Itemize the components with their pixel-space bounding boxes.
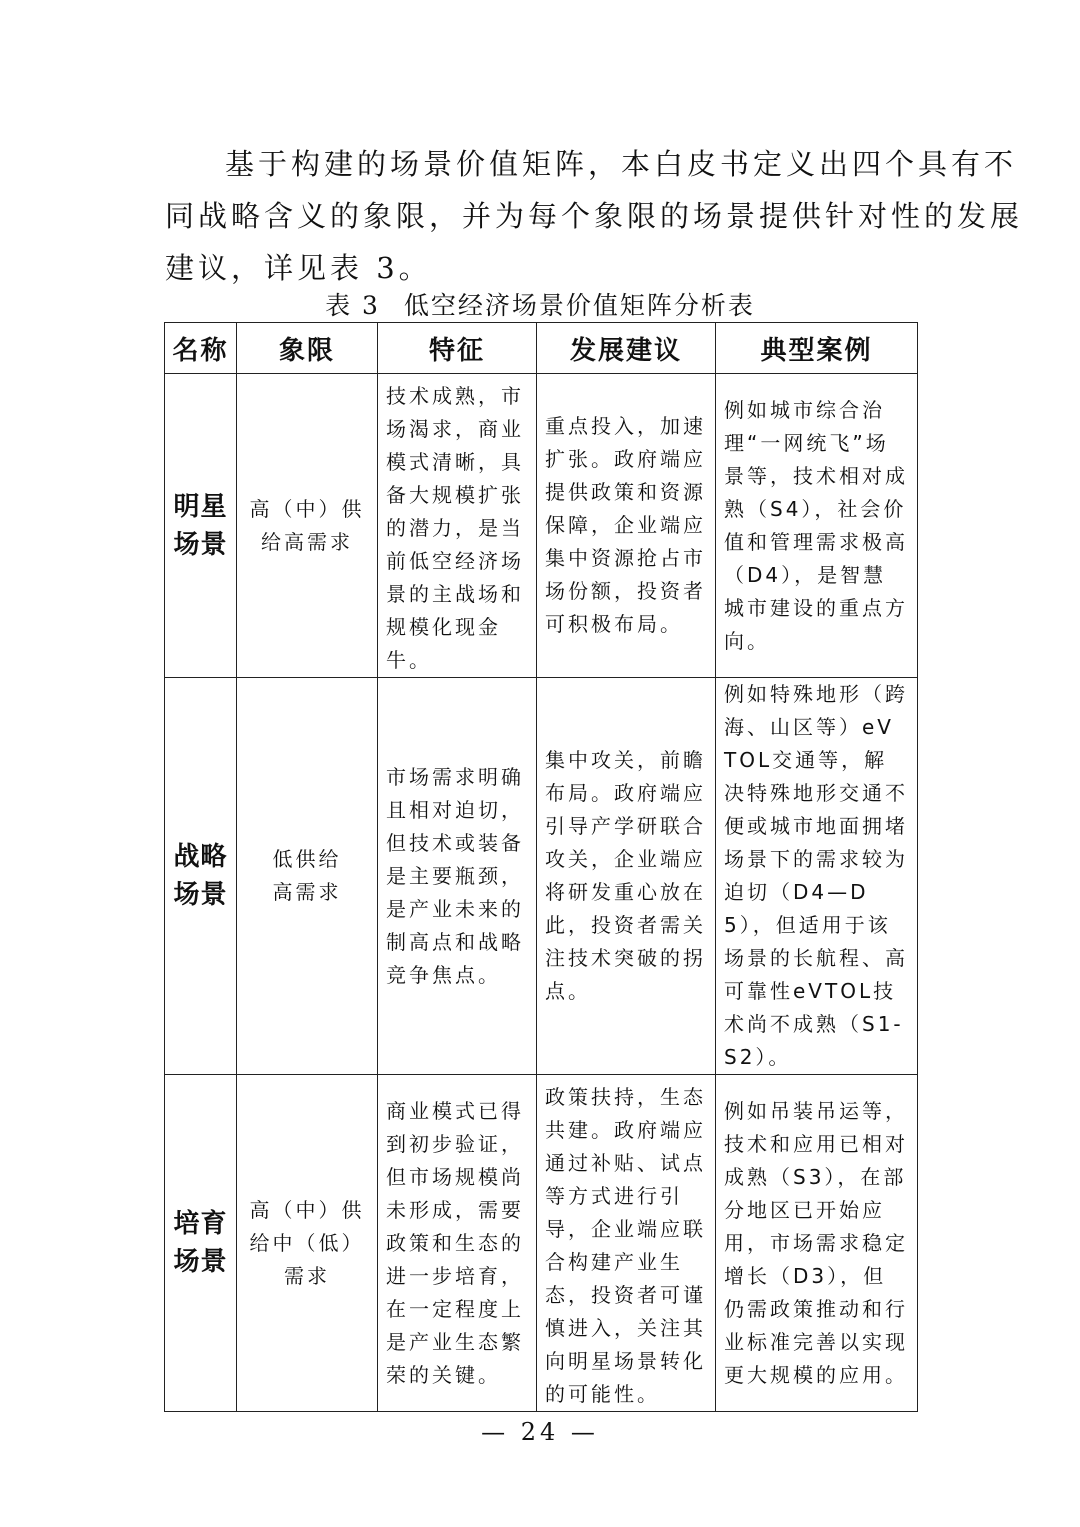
intro-line-2: 同战略含义的象限，并为每个象限的场景提供针对性的发展	[165, 199, 1024, 233]
table-caption	[0, 286, 1080, 322]
row-name-line: 场景	[173, 880, 228, 910]
quadrant-line: 高（中）供	[249, 496, 365, 521]
header-suggestion: 发展建议	[537, 323, 716, 374]
quadrant-cell	[237, 678, 378, 1075]
features-cell: 市场需求明确且相对迫切，但技术或装备是主要瓶颈，是产业未来的制高点和战略竞争焦点。	[378, 678, 537, 1075]
row-name-line: 战略	[173, 842, 228, 872]
scene-value-matrix-table	[164, 322, 918, 1412]
row-name-cell	[165, 678, 237, 1075]
header-name: 名称	[165, 323, 237, 374]
header-case: 典型案例	[716, 323, 918, 374]
quadrant-line: 低供给	[272, 847, 342, 871]
quadrant-cell	[237, 374, 378, 678]
features-cell: 技术成熟，市场渴求，商业模式清晰，具备大规模扩张的潜力，是当前低空经济场景的主战场和规模化现金牛。	[378, 374, 537, 678]
table-header-row	[165, 323, 918, 374]
quadrant-line: 高需求	[272, 880, 342, 904]
quadrant-line: 需求	[284, 1263, 330, 1288]
suggestion-cell: 集中攻关，前瞻布局。政府端应引导产学研联合攻关，企业端应将研发重心放在此，投资者需关注技术突破的拐点。	[537, 678, 716, 1075]
row-name-cell	[165, 1075, 237, 1412]
table-caption-number: 表 3	[325, 291, 380, 320]
features-cell: 商业模式已得到初步验证，但市场规模尚未形成，需要政策和生态的进一步培育，在一定程度上是产业生态繁荣的关键。	[378, 1075, 537, 1412]
row-name-cell	[165, 374, 237, 678]
case-cell: 例如城市综合治理“一网统飞”场景等，技术相对成熟（S4），社会价值和管理需求极高（D4），是智慧城市建设的重点方向。	[716, 374, 918, 678]
row-name-line: 明星	[173, 491, 228, 522]
case-cell: 例如吊装吊运等，技术和应用已相对成熟（S3），在部分地区已开始应用，市场需求稳定增长（D3），但仍需政策推动和行业标准完善以实现更大规模的应用。	[716, 1075, 918, 1412]
intro-line-3: 建议，详见表 3。	[165, 251, 432, 285]
quadrant-cell	[237, 1075, 378, 1412]
row-name-line: 场景	[173, 1247, 228, 1277]
header-features: 特征	[378, 323, 537, 374]
table-row	[165, 374, 918, 678]
row-name-line: 培育	[173, 1209, 228, 1239]
quadrant-line: 给中（低）	[249, 1230, 365, 1255]
intro-line-1: 基于构建的场景价值矩阵，本白皮书定义出四个具有不	[225, 147, 1018, 181]
suggestion-cell: 政策扶持，生态共建。政府端应通过补贴、试点等方式进行引导，企业端应联合构建产业生态，投资者可谨慎进入，关注其向明星场景转化的可能性。	[537, 1075, 716, 1412]
table-row	[165, 1075, 918, 1412]
quadrant-line: 给高需求	[261, 529, 353, 554]
quadrant-line: 高（中）供	[249, 1197, 365, 1222]
intro-paragraph	[165, 138, 1024, 294]
case-cell: 例如特殊地形（跨海、山区等）eVTOL交通等，解决特殊地形交通不便或城市地面拥堵场景下的需求较为迫切（D4—D5），但适用于该场景的长航程、高可靠性eVTOL技术尚不成熟（S1-S2）。	[716, 678, 918, 1075]
table-caption-title: 低空经济场景价值矩阵分析表	[403, 291, 755, 320]
page-number: — 24 —	[481, 1418, 599, 1446]
suggestion-cell: 重点投入，加速扩张。政府端应提供政策和资源保障，企业端应集中资源抢占市场份额，投资者可积极布局。	[537, 374, 716, 678]
table-row	[165, 678, 918, 1075]
header-quadrant: 象限	[237, 323, 378, 374]
row-name-line: 场景	[173, 529, 228, 560]
